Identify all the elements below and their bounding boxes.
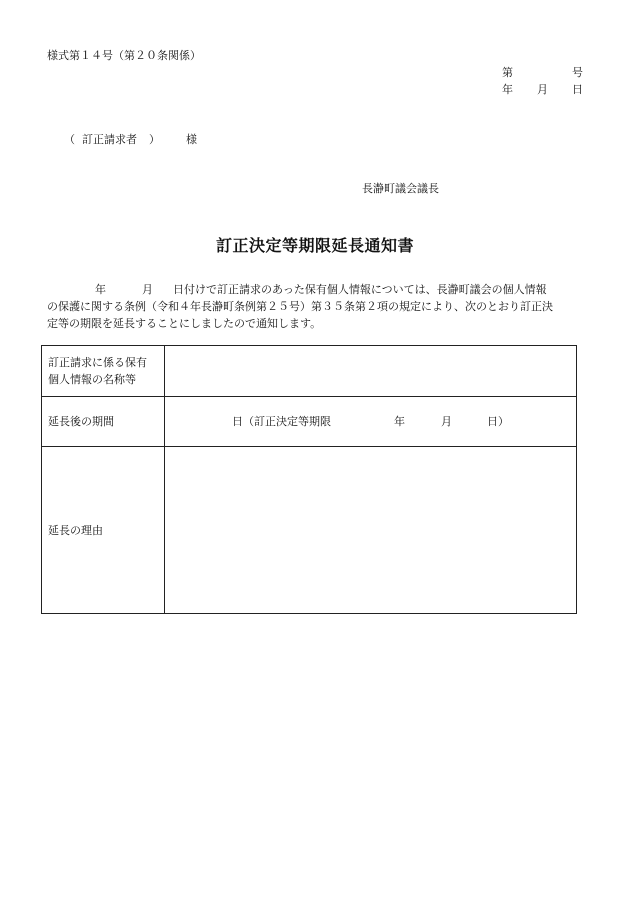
issue-date-month: 月: [537, 83, 548, 96]
table-label-reason: [42, 447, 165, 613]
issue-date-day: 日: [572, 83, 583, 96]
table-label-line: 延長の理由: [48, 523, 103, 537]
addressee: [64, 134, 204, 146]
reference-prefix: 第: [502, 66, 513, 79]
body-line: [47, 281, 585, 298]
reference-number: [500, 67, 584, 79]
body-line: 定等の期限を延長することにしましたので通知します。: [47, 317, 322, 330]
addressee-label: 訂正請求者: [82, 133, 137, 146]
table-label-line: 延長後の期間: [48, 415, 114, 428]
extension-table: [41, 345, 577, 614]
table-value-extension-period: [166, 397, 576, 446]
form-number: 様式第１４号（第２０条関係）: [47, 49, 201, 62]
sender: 長瀞町議会議長: [362, 182, 439, 195]
table-value-reason: [166, 447, 576, 613]
reference-suffix: 号: [572, 66, 583, 79]
issue-date-year: 年: [502, 83, 513, 96]
period-year: 年: [394, 415, 405, 428]
addressee-open-paren: （: [64, 133, 75, 146]
issue-date: [500, 84, 584, 96]
period-day-close: 日）: [487, 415, 509, 428]
table-label-line: 個人情報の名称等: [48, 373, 136, 386]
body-month: 月: [142, 283, 153, 296]
body-paragraph: [47, 281, 585, 332]
table-row: [42, 346, 576, 397]
body-line: の保護に関する条例（令和４年長瀞町条例第２５号）第３５条第２項の規定により、次のとおり訂正決: [47, 300, 553, 313]
body-line1-text: 日付けで訂正請求のあった保有個人情報については、長瀞町議会の個人情報: [173, 283, 547, 296]
table-row: [42, 397, 576, 447]
period-day: 日（訂正決定等期限: [232, 415, 331, 428]
table-label-info-name: [42, 346, 165, 396]
table-row: [42, 447, 576, 613]
table-value-info-name: [166, 346, 576, 396]
addressee-honorific: 様: [186, 133, 197, 146]
addressee-close-paren: ）: [149, 133, 160, 146]
body-year: 年: [95, 283, 106, 296]
table-label-extension-period: [42, 397, 165, 446]
table-label-line: 訂正請求に係る保有: [48, 356, 147, 369]
document-title: 訂正決定等期限延長通知書: [215, 236, 414, 255]
period-month: 月: [441, 415, 452, 428]
